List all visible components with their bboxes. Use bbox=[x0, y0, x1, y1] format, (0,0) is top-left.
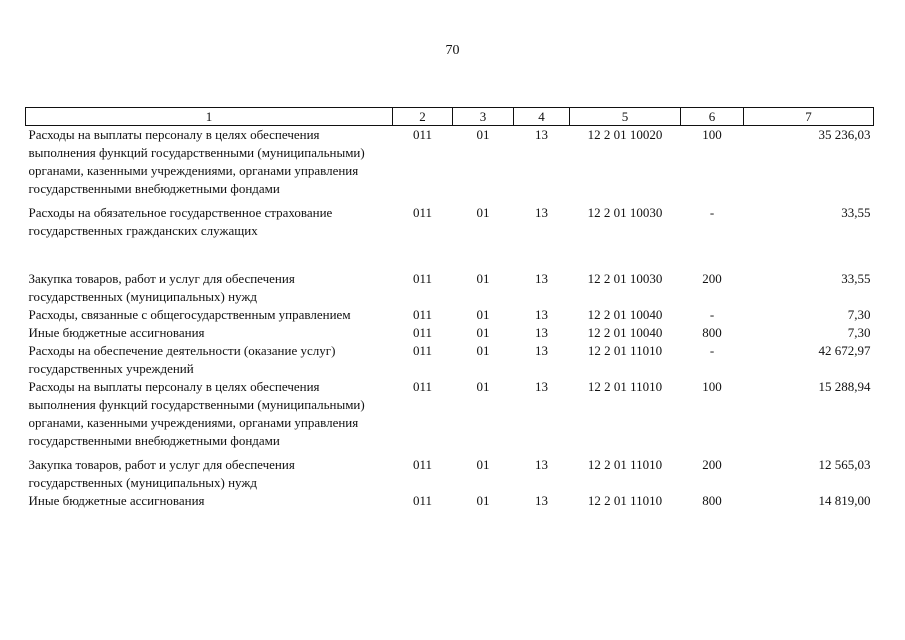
table-row bbox=[26, 342, 874, 378]
amount: 35 236,03 bbox=[818, 127, 871, 142]
amount: 12 565,03 bbox=[818, 457, 871, 472]
column-header: 7 bbox=[744, 108, 874, 126]
section-code: 01 bbox=[476, 493, 490, 508]
expense-type-code: 800 bbox=[702, 325, 722, 340]
amount: 7,30 bbox=[847, 307, 871, 322]
expense-type-code: 100 bbox=[702, 379, 722, 394]
expense-name: Расходы на обеспечение деятельности (оказание услуг) государственных учреждений bbox=[28, 343, 336, 376]
ministry-code: 011 bbox=[412, 379, 433, 394]
section-code: 01 bbox=[476, 343, 490, 358]
target-item-code: 12 2 01 11010 bbox=[587, 379, 663, 394]
ministry-code: 011 bbox=[412, 343, 433, 358]
amount: 7,30 bbox=[847, 325, 871, 340]
subsection-code: 13 bbox=[535, 493, 548, 508]
table-row bbox=[26, 270, 874, 306]
target-item-code: 12 2 01 11010 bbox=[587, 343, 663, 358]
table-row bbox=[26, 378, 874, 456]
expense-name: Расходы на выплаты персоналу в целях обеспечения выполнения функций государственными (муниципальными) органами, казенными учреждениями, органами управления государственными внебюджетными фондами bbox=[28, 379, 365, 448]
subsection-code: 13 bbox=[535, 343, 548, 358]
column-header: 3 bbox=[453, 108, 514, 126]
expense-name: Расходы на выплаты персоналу в целях обеспечения выполнения функций государственными (муниципальными) органами, казенными учреждениями, органами управления государственными внебюджетными фондами bbox=[28, 127, 365, 196]
table-row bbox=[26, 306, 874, 324]
ministry-code: 011 bbox=[412, 325, 433, 340]
expense-name: Закупка товаров, работ и услуг для обеспечения государственных (муниципальных) нужд bbox=[28, 271, 295, 304]
table-row bbox=[26, 204, 874, 270]
section-code: 01 bbox=[476, 127, 490, 142]
target-item-code: 12 2 01 10030 bbox=[587, 271, 663, 286]
expense-name: Закупка товаров, работ и услуг для обеспечения государственных (муниципальных) нужд bbox=[28, 457, 295, 490]
table-row bbox=[26, 324, 874, 342]
column-header: 1 bbox=[26, 108, 393, 126]
amount: 42 672,97 bbox=[818, 343, 871, 358]
ministry-code: 011 bbox=[412, 493, 433, 508]
ministry-code: 011 bbox=[412, 457, 433, 472]
column-header: 2 bbox=[393, 108, 453, 126]
target-item-code: 12 2 01 10040 bbox=[587, 307, 663, 322]
amount: 15 288,94 bbox=[818, 379, 871, 394]
subsection-code: 13 bbox=[535, 379, 548, 394]
section-code: 01 bbox=[476, 457, 490, 472]
section-code: 01 bbox=[476, 325, 490, 340]
target-item-code: 12 2 01 11010 bbox=[587, 493, 663, 508]
subsection-code: 13 bbox=[535, 205, 548, 220]
subsection-code: 13 bbox=[535, 457, 548, 472]
section-code: 01 bbox=[476, 307, 490, 322]
subsection-code: 13 bbox=[535, 307, 548, 322]
subsection-code: 13 bbox=[535, 325, 548, 340]
expense-type-code: - bbox=[709, 307, 715, 322]
table-row bbox=[26, 456, 874, 492]
section-code: 01 bbox=[476, 205, 490, 220]
ministry-code: 011 bbox=[412, 127, 433, 142]
subsection-code: 13 bbox=[535, 271, 548, 286]
target-item-code: 12 2 01 10030 bbox=[587, 205, 663, 220]
expense-name: Расходы, связанные с общегосударственным управлением bbox=[28, 307, 351, 322]
target-item-code: 12 2 01 10040 bbox=[587, 325, 663, 340]
ministry-code: 011 bbox=[412, 307, 433, 322]
column-header: 5 bbox=[570, 108, 681, 126]
expense-type-code: 200 bbox=[702, 271, 722, 286]
expense-type-code: - bbox=[709, 205, 715, 220]
column-header: 6 bbox=[681, 108, 744, 126]
section-code: 01 bbox=[476, 271, 490, 286]
section-code: 01 bbox=[476, 379, 490, 394]
table-header-row bbox=[26, 108, 874, 126]
budget-table bbox=[25, 107, 874, 510]
expense-type-code: 200 bbox=[702, 457, 722, 472]
expense-type-code: - bbox=[709, 343, 715, 358]
expense-name: Расходы на обязательное государственное страхование государственных гражданских служащих bbox=[28, 205, 333, 238]
expense-name: Иные бюджетные ассигнования bbox=[28, 325, 205, 340]
column-header: 4 bbox=[514, 108, 570, 126]
amount: 33,55 bbox=[841, 205, 871, 220]
ministry-code: 011 bbox=[412, 271, 433, 286]
table-row bbox=[26, 126, 874, 205]
amount: 14 819,00 bbox=[818, 493, 871, 508]
subsection-code: 13 bbox=[535, 127, 548, 142]
expense-type-code: 100 bbox=[702, 127, 722, 142]
expense-type-code: 800 bbox=[702, 493, 722, 508]
ministry-code: 011 bbox=[412, 205, 433, 220]
page-number: 70 bbox=[445, 43, 460, 58]
target-item-code: 12 2 01 11010 bbox=[587, 457, 663, 472]
target-item-code: 12 2 01 10020 bbox=[587, 127, 663, 142]
amount: 33,55 bbox=[841, 271, 871, 286]
expense-name: Иные бюджетные ассигнования bbox=[28, 493, 205, 508]
table-row bbox=[26, 492, 874, 510]
